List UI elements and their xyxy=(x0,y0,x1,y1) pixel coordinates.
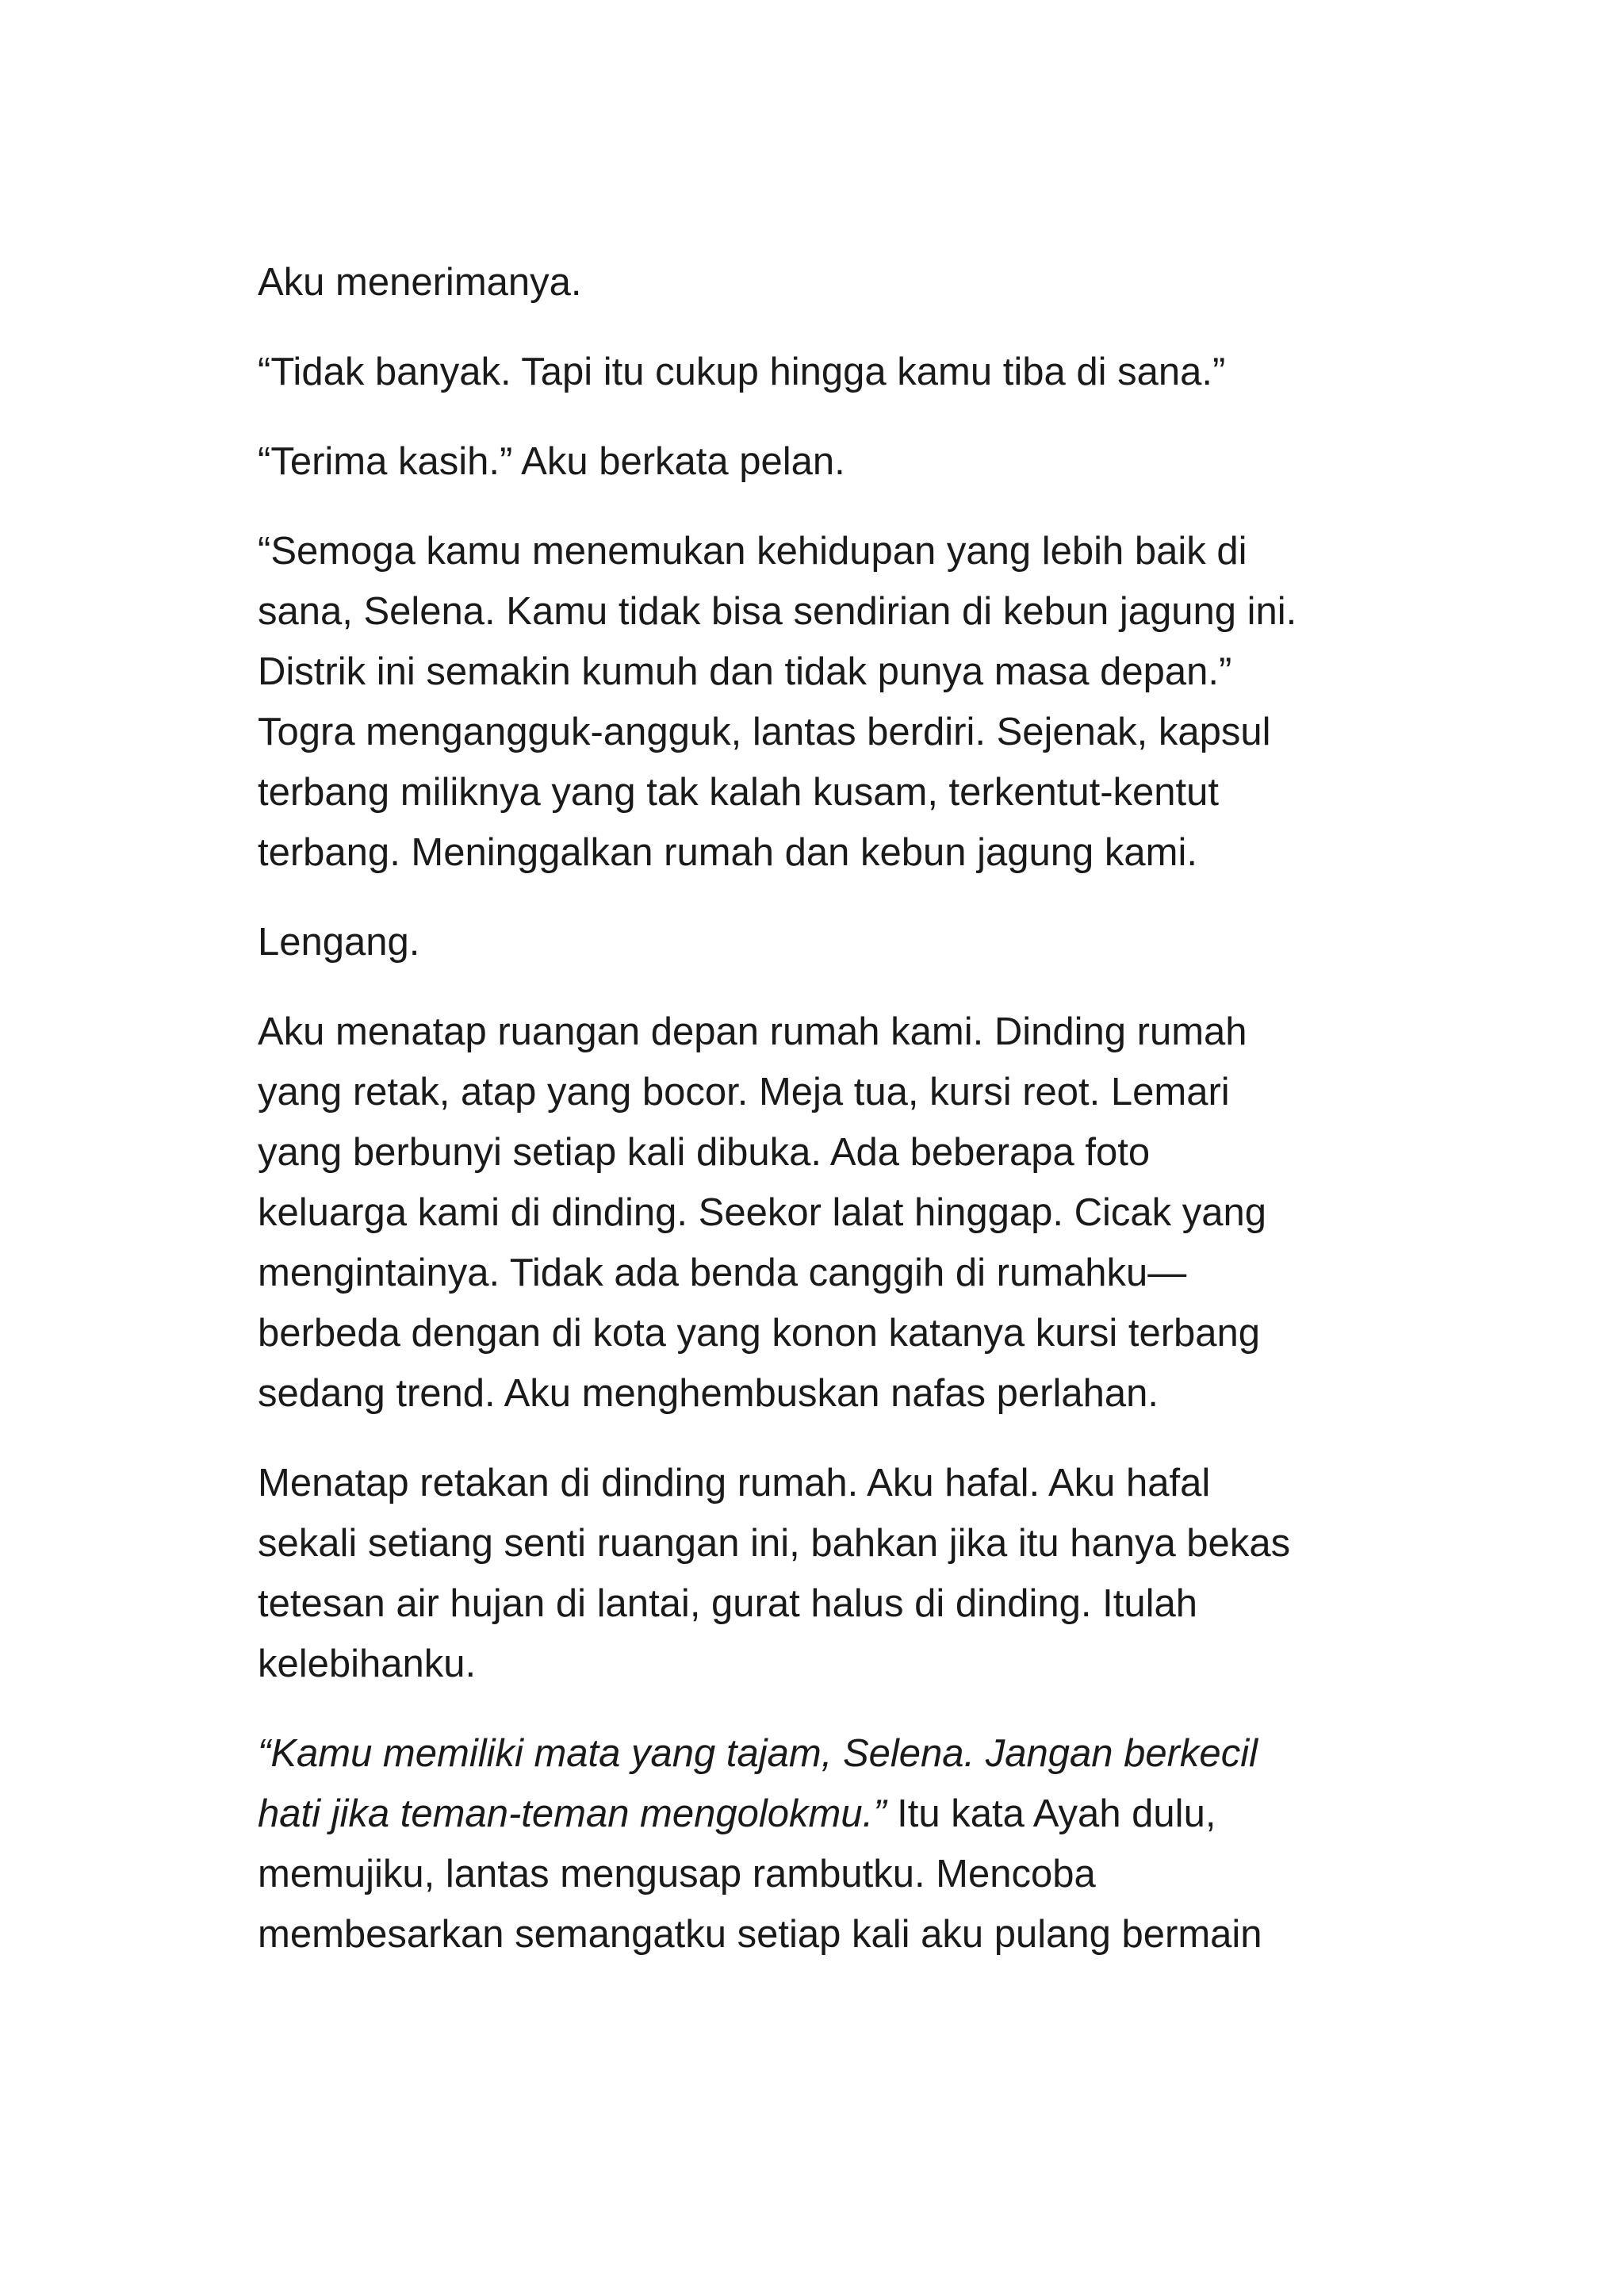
text-line: kelebihanku. xyxy=(258,1642,477,1685)
text-line: Menatap retakan di dinding rumah. Aku hafal. Aku hafal xyxy=(258,1462,1211,1504)
text-line: berbeda dengan di kota yang konon katanya kursi terbang xyxy=(258,1312,1261,1355)
paragraph-1 xyxy=(258,252,1400,312)
text-line: sekali setiang senti ruangan ini, bahkan jika itu hanya bekas xyxy=(258,1522,1291,1565)
text-line: Aku menerimanya. xyxy=(258,261,582,304)
text-line: membesarkan semangatku setiap kali aku pulang bermain xyxy=(258,1913,1262,1956)
text-line: terbang. Meninggalkan rumah dan kebun jagung kami. xyxy=(258,831,1197,874)
text-line: Distrik ini semakin kumuh dan tidak punya masa depan.” xyxy=(258,650,1232,693)
text-line: “Tidak banyak. Tapi itu cukup hingga kamu tiba di sana.” xyxy=(258,351,1226,393)
text-line: yang retak, atap yang bocor. Meja tua, kursi reot. Lemari xyxy=(258,1071,1230,1114)
text-line: tetesan air hujan di lantai, gurat halus di dinding. Itulah xyxy=(258,1582,1197,1625)
paragraph-2 xyxy=(258,342,1400,402)
document-page xyxy=(258,252,1400,1994)
text-line: sedang trend. Aku menghembuskan nafas perlahan. xyxy=(258,1372,1159,1415)
paragraph-8 xyxy=(258,1723,1400,1964)
paragraph-7 xyxy=(258,1453,1400,1694)
italic-quote-fragment: hati jika teman-teman mengolokmu.” xyxy=(258,1792,887,1835)
text-line: terbang miliknya yang tak kalah kusam, terkentut-kentut xyxy=(258,771,1220,814)
text-line: mengintainya. Tidak ada benda canggih di rumahku— xyxy=(258,1251,1187,1294)
text-line: memujiku, lantas mengusap rambutku. Mencoba xyxy=(258,1853,1096,1895)
text-fragment: Itu kata Ayah dulu, xyxy=(886,1792,1216,1835)
text-line xyxy=(258,1784,1400,1844)
text-line: Togra mengangguk-angguk, lantas berdiri. Sejenak, kapsul xyxy=(258,711,1271,753)
paragraph-4 xyxy=(258,521,1400,883)
text-line: Aku menatap ruangan depan rumah kami. Dinding rumah xyxy=(258,1010,1247,1053)
text-line: Lengang. xyxy=(258,921,420,964)
text-line: sana, Selena. Kamu tidak bisa sendirian di kebun jagung ini. xyxy=(258,590,1297,633)
paragraph-3 xyxy=(258,431,1400,492)
italic-quote-line: “Kamu memiliki mata yang tajam, Selena. Jangan berkecil xyxy=(258,1732,1258,1775)
paragraph-5 xyxy=(258,912,1400,972)
text-line: “Semoga kamu menemukan kehidupan yang lebih baik di xyxy=(258,530,1247,573)
paragraph-6 xyxy=(258,1002,1400,1424)
text-line: “Terima kasih.” Aku berkata pelan. xyxy=(258,440,845,483)
text-line: keluarga kami di dinding. Seekor lalat hinggap. Cicak yang xyxy=(258,1191,1267,1234)
text-line: yang berbunyi setiap kali dibuka. Ada beberapa foto xyxy=(258,1131,1151,1174)
